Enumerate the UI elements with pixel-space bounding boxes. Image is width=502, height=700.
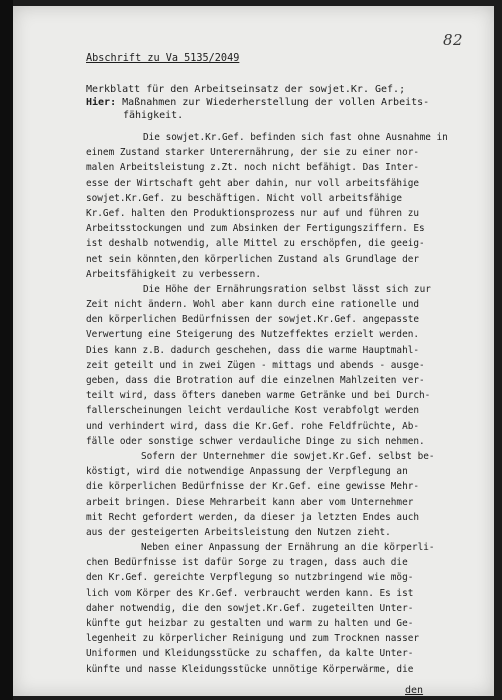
paragraph-line: Die sowjet.Kr.Gef. befinden sich fast ohne Ausnahme in: [143, 132, 448, 143]
paragraph-line: Arbeitsfähigkeit zu verbessern.: [86, 268, 261, 280]
paragraph-line: Uniformen und Kleidungsstücke zu schaffen, da kalte Unter-: [86, 648, 414, 660]
paragraph-line: Dies kann z.B. dadurch geschehen, dass die warme Hauptmahl-: [86, 344, 420, 356]
paragraph-line: legenheit zu körperlicher Reinigung und zum Trocknen nasser: [86, 633, 420, 645]
paragraph-line: fälle oder sonstige schwer verdauliche Dinge zu sich nehmen.: [86, 435, 425, 447]
paragraph-line: mit Recht gefordert werden, da dieser ja letzten Endes auch: [86, 511, 420, 523]
paragraph-line: Zeit nicht ändern. Wohl aber kann durch eine rationelle und: [86, 299, 420, 311]
paragraph-line: chen Bedürfnisse ist dafür Sorge zu tragen, dass auch die: [86, 557, 408, 569]
paragraph-line: esse der Wirtschaft geht aber dahin, nur voll arbeitsfähige: [86, 177, 420, 189]
paragraph-line: Arbeitsstockungen und zum Absinken der Fertigungsziffern. Es: [86, 223, 425, 235]
paragraph-line: den Kr.Gef. gereichte Verpflegung so nutzbringend wie mög-: [86, 572, 414, 584]
paragraph-line: aus der gesteigerten Arbeitsleistung den Nutzen zieht.: [86, 526, 391, 538]
paragraph-line: den körperlichen Bedürfnissen der sowjet.Kr.Gef. angepasste: [86, 314, 420, 326]
paragraph-line: fallerscheinungen leicht verdauliche Kost verabfolgt werden: [86, 405, 420, 417]
subject-line: Merkblatt für den Arbeitseinsatz der sowjet.Kr. Gef.;: [86, 84, 406, 95]
paragraph-line: die körperlichen Bedürfnisse der Kr.Gef. eine gewisse Mehr-: [86, 481, 420, 493]
subject-block: [86, 83, 429, 122]
body-text: [86, 130, 476, 677]
paragraph-line: Neben einer Anpassung der Ernährung an die körperli-: [141, 542, 435, 554]
paragraph-line: Sofern der Unternehmer die sowjet.Kr.Gef. selbst be-: [141, 450, 435, 462]
paragraph-line: ist deshalb notwendig, alle Mittel zu erschöpfen, die geeig-: [86, 238, 425, 250]
catchword: den: [405, 685, 424, 696]
document-heading: Abschrift zu Va 5135/2049: [86, 53, 240, 64]
paragraph-line: zeit geteilt und in zwei Zügen - mittags und abends - ausge-: [86, 359, 425, 371]
paragraph-line: köstigt, wird die notwendige Anpassung der Verpflegung an: [86, 466, 408, 478]
paragraph-line: geben, dass die Brotration auf die einzelnen Mahlzeiten ver-: [86, 375, 425, 386]
paragraph-line: Verwertung eine Steigerung des Nutzeffektes erzielt werden.: [86, 329, 420, 341]
document-page: [13, 6, 494, 696]
subject-line: [86, 96, 429, 109]
paragraph-line: künfte gut heizbar zu gestalten und warm zu halten und Ge-: [86, 618, 414, 629]
paragraph-line: net sein könnten,den körperlichen Zustand als Grundlage der: [86, 253, 420, 265]
subject-text: Maßnahmen zur Wiederherstellung der vollen Arbeits-: [116, 97, 430, 108]
paragraph-line: teilt wird, dass öfters daneben warme Getränke und bei Durch-: [86, 390, 431, 402]
paragraph-line: sowjet.Kr.Gef. zu beschäftigen. Nicht voll arbeitsfähige: [86, 192, 403, 204]
paragraph-line: Die Höhe der Ernährungsration selbst lässt sich zur: [143, 283, 431, 295]
subject-line: fähigkeit.: [123, 110, 184, 121]
paragraph-line: arbeit bringen. Diese Mehrarbeit kann aber vom Unternehmer: [86, 496, 414, 508]
hier-label: Hier:: [86, 97, 117, 108]
scan-border: [0, 0, 13, 700]
paragraph-line: einem Zustand starker Unterernährung, der sie zu einer nor-: [86, 147, 420, 159]
paragraph-line: malen Arbeitsleistung z.Zt. noch nicht befähigt. Das Inter-: [86, 162, 420, 174]
folio-number: 82: [443, 31, 464, 49]
paragraph-line: und verhindert wird, dass die Kr.Gef. rohe Feldfrüchte, Ab-: [86, 420, 420, 432]
paragraph-line: Kr.Gef. halten den Produktionsprozess nur auf und führen zu: [86, 207, 420, 219]
paragraph-line: künfte und nasse Kleidungsstücke unnötige Körperwärme, die: [86, 663, 414, 675]
paragraph-line: daher notwendig, die den sowjet.Kr.Gef. zugeteilten Unter-: [86, 602, 414, 614]
paragraph-line: lich vom Körper des Kr.Gef. verbraucht werden kann. Es ist: [86, 587, 414, 599]
